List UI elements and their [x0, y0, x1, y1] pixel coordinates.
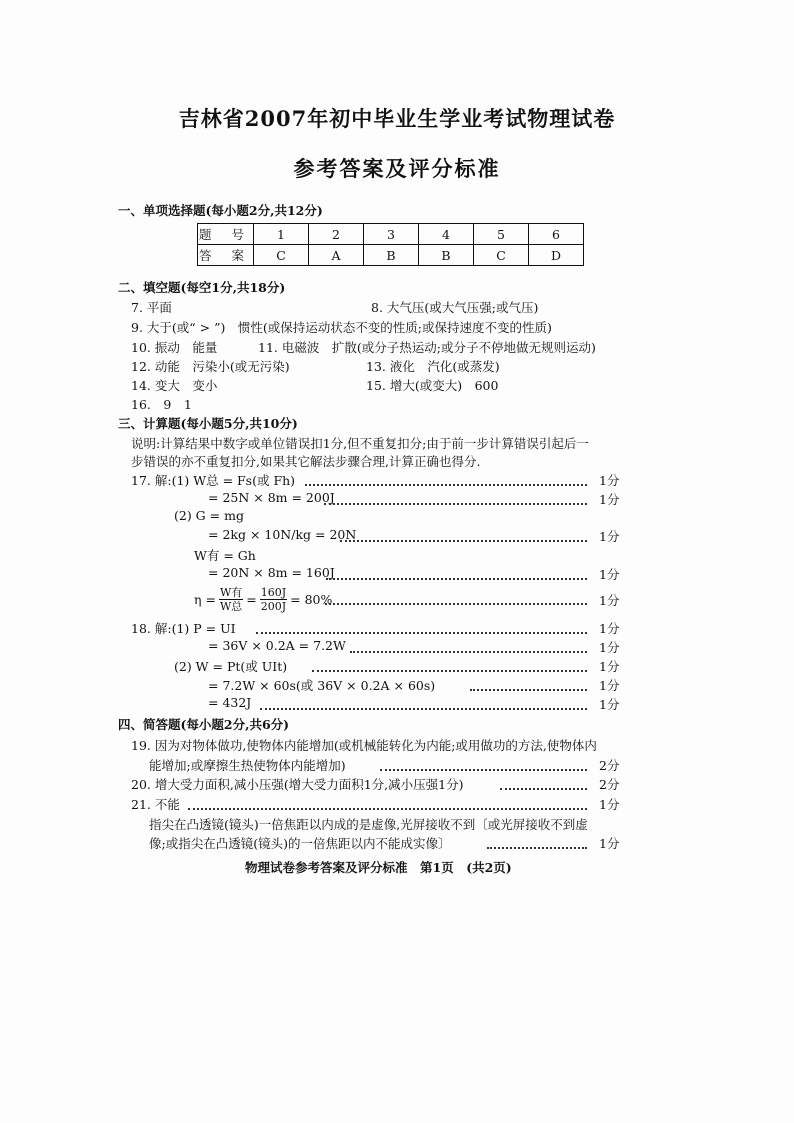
q17-line-6: = 20N × 8m = 160J	[208, 565, 335, 580]
q18-line-3: (2) W = Pt(或 UIt)	[174, 659, 288, 674]
q20-line: 20. 增大受力面积,减小压强(增大受力面积1分,减小压强1分)	[131, 777, 464, 792]
table-cell: B	[364, 245, 419, 266]
table-row	[198, 245, 584, 266]
point-label: 1分	[599, 492, 620, 507]
answer-table	[197, 223, 584, 266]
q17-efficiency	[194, 582, 332, 616]
table-cell: D	[529, 245, 584, 266]
document-title: 吉林省2007年初中毕业生学业考试物理试卷	[178, 106, 616, 131]
dot-leader	[305, 484, 587, 486]
point-label: 1分	[599, 697, 620, 712]
dot-leader	[326, 578, 587, 580]
q17-line-5: W有 = Gh	[194, 548, 256, 563]
table-row	[198, 224, 584, 245]
answer-q11: 11. 电磁波 扩散(或分子热运动;或分子不停地做无规则运动)	[258, 340, 596, 355]
answer-q14: 14. 变大 变小	[131, 378, 218, 393]
table-cell: A	[309, 245, 364, 266]
eta-result: = 80%	[290, 591, 333, 607]
q18-line-4: = 7.2W × 60s(或 36V × 0.2A × 60s)	[208, 678, 436, 693]
q18-line-2: = 36V × 0.2A = 7.2W	[208, 638, 346, 653]
point-label: 1分	[599, 473, 620, 488]
dot-leader	[256, 632, 587, 634]
fraction-denominator: 200J	[260, 599, 287, 613]
point-label: 2分	[599, 777, 620, 792]
fraction-numerator: 160J	[260, 585, 287, 599]
dot-leader	[312, 670, 587, 672]
q19-line-1: 19. 因为对物体做功,使物体内能增加(或机械能转化为内能;或用做功的方法,使物体内	[131, 738, 597, 753]
table-cell: 答 案	[198, 245, 254, 266]
table-cell: 4	[419, 224, 474, 245]
answer-q16: 16. 9 1	[131, 397, 192, 412]
point-label: 1分	[599, 797, 620, 812]
section2-heading: 二、填空题(每空1分,共18分)	[118, 280, 286, 295]
point-label: 1分	[599, 836, 620, 851]
table-cell: B	[419, 245, 474, 266]
equals-sign: =	[246, 591, 257, 607]
point-label: 1分	[599, 529, 620, 544]
document-subtitle: 参考答案及评分标准	[293, 156, 501, 181]
q17-line-3: (2) G = mg	[174, 508, 244, 523]
table-cell: C	[254, 245, 309, 266]
dot-leader	[500, 788, 587, 790]
answer-q8: 8. 大气压(或大气压强;或气压)	[371, 300, 539, 315]
table-cell: 3	[364, 224, 419, 245]
q18-line-5: = 432J	[208, 695, 252, 710]
table-cell: 2	[309, 224, 364, 245]
table-cell: 6	[529, 224, 584, 245]
point-label: 1分	[599, 659, 620, 674]
dot-leader	[188, 808, 587, 810]
page-footer: 物理试卷参考答案及评分标准 第1页 (共2页)	[245, 860, 512, 875]
section4-heading: 四、简答题(每小题2分,共6分)	[118, 717, 290, 732]
fraction-denominator: W总	[219, 599, 243, 613]
table-cell: C	[474, 245, 529, 266]
point-label: 1分	[599, 640, 620, 655]
point-label: 1分	[599, 678, 620, 693]
dot-leader	[487, 847, 587, 849]
table-cell: 5	[474, 224, 529, 245]
dot-leader	[325, 603, 587, 605]
dot-leader	[380, 769, 587, 771]
q21-line-1: 21. 不能	[131, 797, 180, 812]
answer-q10: 10. 振动 能量	[131, 340, 218, 355]
q21-line-3: 像;或指尖在凸透镜(镜头)的一倍焦距以内不能成实像〕	[149, 836, 451, 851]
fraction-values	[260, 586, 287, 613]
point-label: 1分	[599, 621, 620, 636]
answer-q13: 13. 液化 汽化(或蒸发)	[366, 359, 500, 374]
section1-heading: 一、单项选择题(每小题2分,共12分)	[118, 203, 323, 218]
dot-leader	[324, 503, 587, 505]
dot-leader	[470, 689, 587, 691]
q17-line-2: = 25N × 8m = 200J	[208, 490, 335, 505]
fraction-numerator: W有	[219, 585, 243, 599]
q17-line-1: 17. 解:(1) W总 = Fs(或 Fh)	[131, 473, 296, 488]
q21-line-2: 指尖在凸透镜(镜头)一倍焦距以内成的是虚像,光屏接收不到〔或光屏接收不到虚	[149, 817, 588, 832]
note-line-1: 说明:计算结果中数字或单位错误扣1分,但不重复扣分;由于前一步计算错误引起后一	[131, 436, 589, 451]
fraction-w-ratio	[219, 586, 243, 613]
answer-q15: 15. 增大(或变大) 600	[366, 378, 499, 393]
table-cell: 1	[254, 224, 309, 245]
dot-leader	[340, 540, 587, 542]
point-label: 2分	[599, 758, 620, 773]
dot-leader	[260, 708, 587, 710]
answer-q7: 7. 平面	[131, 300, 172, 315]
q17-line-4: = 2kg × 10N/kg = 20N	[208, 527, 357, 542]
table-cell: 题 号	[198, 224, 254, 245]
answer-q9: 9. 大于(或“ > ”) 惯性(或保持运动状态不变的性质;或保持速度不变的性质)	[131, 320, 552, 335]
point-label: 1分	[599, 593, 620, 608]
q19-line-2: 能增加;或摩擦生热使物体内能增加)	[149, 758, 346, 773]
note-line-2: 步错误的亦不重复扣分,如果其它解法步骤合理,计算正确也得分.	[131, 454, 481, 469]
answer-q12: 12. 动能 污染小(或无污染)	[131, 359, 290, 374]
dot-leader	[350, 651, 587, 653]
section3-heading: 三、计算题(每小题5分,共10分)	[118, 416, 298, 431]
eta-prefix: η =	[194, 591, 216, 607]
point-label: 1分	[599, 567, 620, 582]
q18-line-1: 18. 解:(1) P = UI	[131, 621, 236, 636]
